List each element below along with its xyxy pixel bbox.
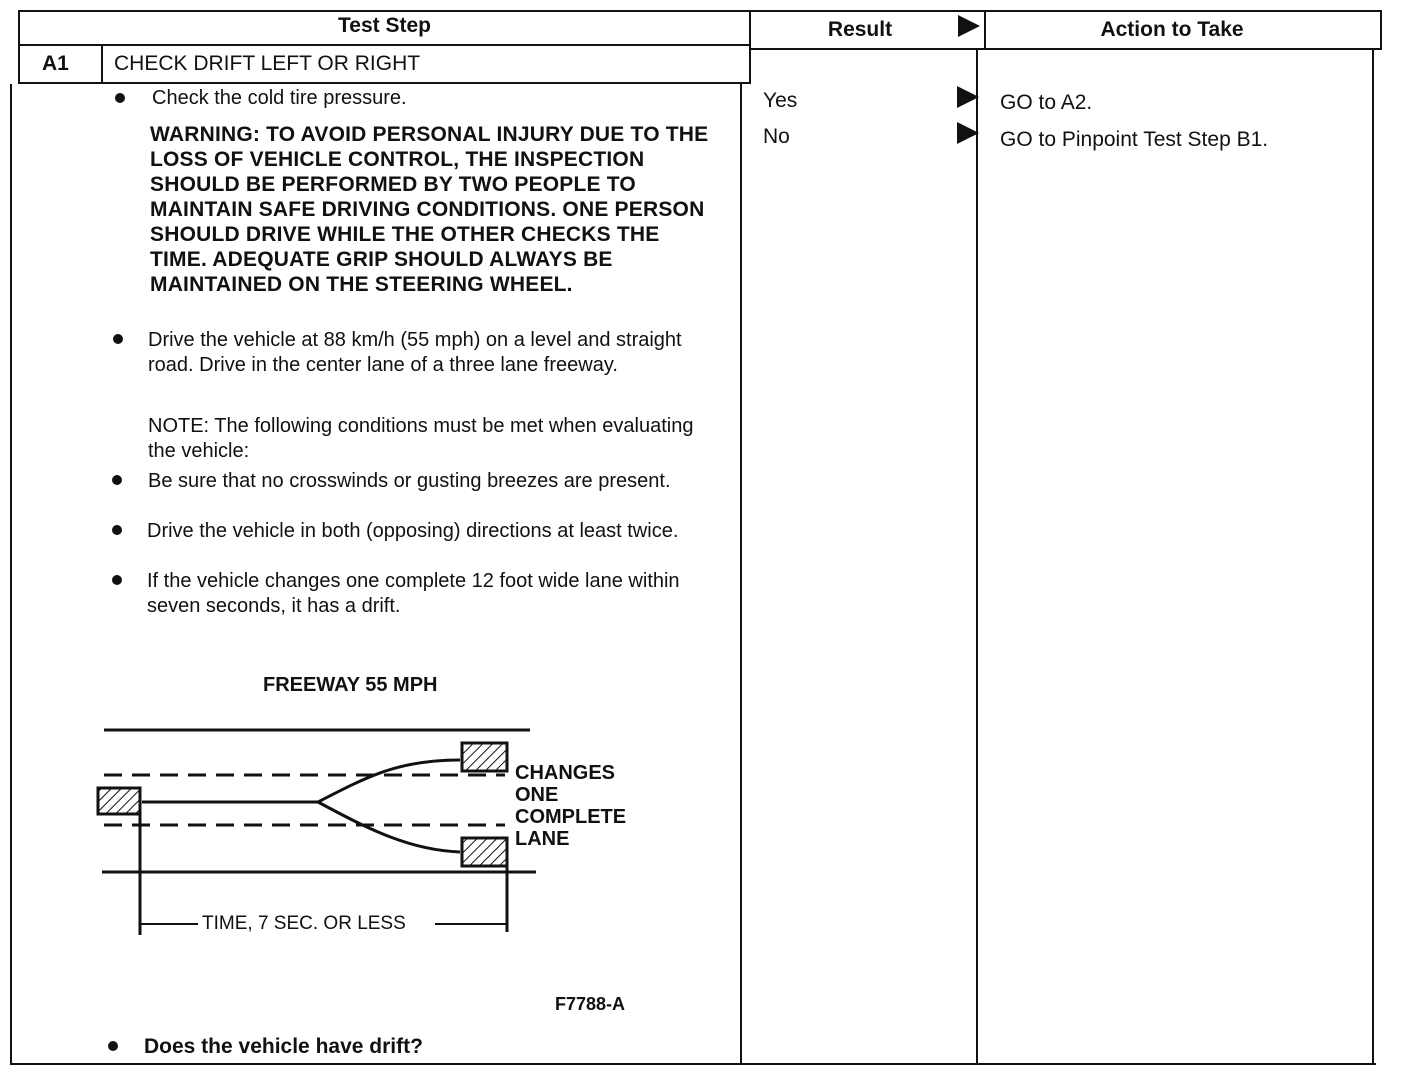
drift-path-down [318,802,460,852]
warning-text: WARNING: TO AVOID PERSONAL INJURY DUE TO THE LOSS OF VEHICLE CONTROL, THE INSPECTION SHOULD BE PERFORMED BY TWO PEOPLE TO MAINTAIN SAFE DRIVING CONDITIONS. ONE PERSON SHOULD DRIVE WHILE THE OTHER CHECKS THE TIME. ADEQUATE GRIP SHOULD ALWAYS BE MAINTAINED ON THE STEERING WHEEL. [150,123,709,296]
bullet-icon [115,93,125,103]
figure-label-line: COMPLETE [515,806,627,828]
header-action: Action to Take [1100,18,1244,41]
step-id: A1 [42,52,69,75]
table-right-border-lower [1372,50,1374,1064]
item-drive: Drive the vehicle at 88 km/h (55 mph) on a level and straight road. Drive in the center lane of a three lane freeway. [148,329,682,376]
result-yes-arrow-icon [957,86,979,108]
action-yes: GO to A2. [1000,91,1093,114]
bullet-icon [108,1041,118,1051]
item-check-pressure: Check the cold tire pressure. [152,87,407,109]
bullet-icon [112,525,122,535]
result-no-arrow-icon [957,122,979,144]
step-id-divider [101,46,103,84]
result-no: No [763,125,790,148]
figure-id: F7788-A [555,994,626,1014]
col-divider-2-lower [976,50,978,1064]
col-divider-1-lower [740,84,742,1064]
step-title: CHECK DRIFT LEFT OR RIGHT [114,52,421,75]
question-text: Does the vehicle have drift? [144,1035,423,1058]
header-test-step: Test Step [338,14,431,37]
header-result: Result [827,18,893,41]
vehicle-start-icon [98,788,140,814]
table-left-border-lower [10,84,12,1064]
table-top-border [18,10,1382,12]
header-result-arrow-icon [958,15,980,37]
vehicle-end-top-icon [462,743,507,771]
figure-title: FREEWAY 55 MPH [263,674,438,696]
item-both-directions: Drive the vehicle in both (opposing) directions at least twice. [147,520,679,542]
drift-path-up [318,760,460,802]
figure-label [515,762,626,850]
item-crosswinds: Be sure that no crosswinds or gusting breezes are present. [148,470,671,492]
vehicle-end-bottom-icon [462,838,507,866]
header-bottom-rule [18,44,751,46]
action-no: GO to Pinpoint Test Step B1. [1000,128,1269,151]
table-right-border [1380,10,1382,50]
figure-label-line: CHANGES [515,762,616,784]
result-yes: Yes [763,89,798,112]
bullet-icon [113,334,123,344]
col-divider-2 [984,10,986,50]
note-text: NOTE: The following conditions must be met when evaluating the vehicle: [148,415,694,462]
figure-label-line: LANE [515,828,570,850]
bullet-icon [112,475,122,485]
time-label: TIME, 7 SEC. OR LESS [202,913,406,934]
col-divider-1 [749,10,751,84]
step-title-rule [18,82,751,84]
table-bottom-border [10,1063,1376,1065]
item-lane-change: If the vehicle changes one complete 12 foot wide lane within seven seconds, it has a drift. [147,570,680,617]
header-bottom-rule-right [751,48,1382,50]
figure-label-line: ONE [515,784,559,806]
bullet-icon [112,575,122,585]
